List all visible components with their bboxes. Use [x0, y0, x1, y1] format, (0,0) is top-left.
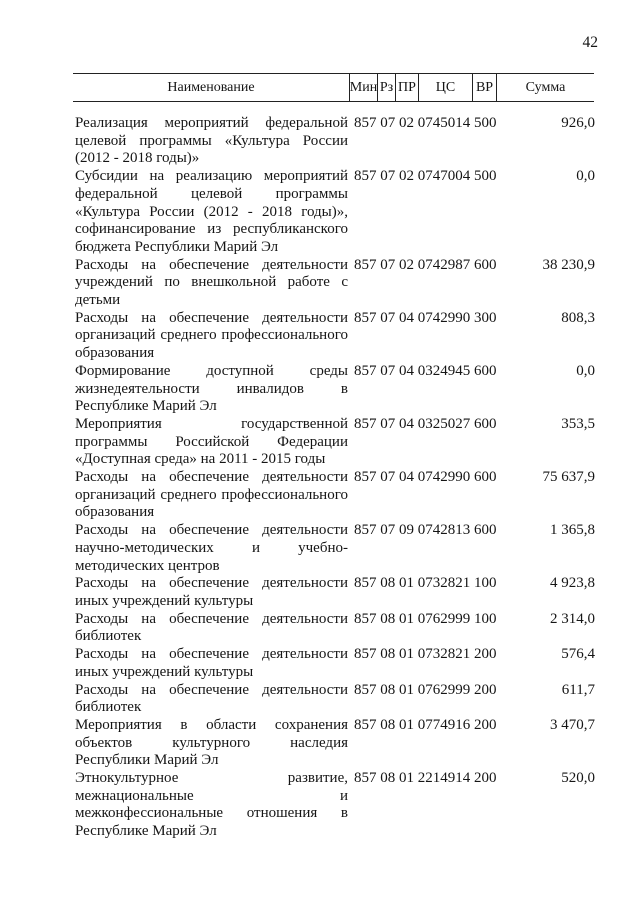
row-sum: 4 923,8: [550, 575, 595, 592]
table-row: [75, 115, 595, 168]
row-sum: 38 230,9: [542, 256, 595, 273]
row-codes: 857 08 01 2214914 200: [354, 770, 497, 787]
table-row: [75, 522, 595, 575]
row-sum: 2 314,0: [550, 610, 595, 627]
table-row: [75, 682, 595, 717]
row-codes: 857 08 01 0732821 200: [354, 646, 497, 663]
header-cs: ЦС: [418, 74, 472, 101]
row-sum: 0,0: [576, 362, 595, 379]
table-row: [75, 717, 595, 770]
row-name: Реализация мероприятий федеральной целевой программы «Культура России (2012 - 2018 годы)»: [75, 115, 348, 167]
header-pr: ПР: [395, 74, 418, 101]
table-row: [75, 416, 595, 469]
row-sum: 353,5: [561, 415, 595, 432]
table-row: [75, 611, 595, 646]
row-name: Расходы на обеспечение деятельности научно-методических и учебно-методических центров: [75, 522, 348, 574]
row-sum: 3 470,7: [550, 716, 595, 733]
row-codes: 857 08 01 0732821 100: [354, 575, 497, 592]
row-name: Расходы на обеспечение деятельности иных учреждений культуры: [75, 575, 348, 609]
page-number: 42: [582, 34, 598, 51]
row-name: Формирование доступной среды жизнедеятельности инвалидов в Республике Марий Эл: [75, 362, 348, 415]
row-codes: 857 07 04 0742990 600: [354, 469, 497, 486]
row-codes: 857 07 04 0324945 600: [354, 362, 497, 379]
row-name: Мероприятия в области сохранения объектов культурного наследия Республики Марий Эл: [75, 716, 348, 769]
row-sum: 0,0: [576, 168, 595, 185]
header-vr: ВР: [472, 74, 496, 101]
header-sum: Сумма: [496, 74, 594, 101]
header-name: Наименование: [167, 79, 255, 95]
row-codes: 857 07 09 0742813 600: [354, 522, 497, 539]
row-codes: 857 07 02 0747004 500: [354, 168, 497, 185]
row-codes: 857 07 02 0745014 500: [354, 115, 497, 131]
table-row: [75, 168, 595, 257]
table-row: [75, 469, 595, 522]
row-sum: 520,0: [561, 770, 595, 787]
table-header: [73, 73, 594, 102]
row-name: Мероприятия государственной программы Российской Федерации «Доступная среда» на 2011 - 2015 годы: [75, 415, 348, 468]
row-name: Расходы на обеспечение деятельности библиотек: [75, 681, 348, 716]
row-codes: 857 07 04 0742990 300: [354, 309, 497, 326]
row-sum: 926,0: [561, 115, 595, 131]
header-rz: Рз: [377, 74, 395, 101]
row-codes: 857 08 01 0762999 200: [354, 681, 497, 698]
table-row: [75, 363, 595, 416]
row-name: Расходы на обеспечение деятельности организаций среднего профессионального образования: [75, 469, 348, 521]
header-min: Мин: [349, 74, 377, 101]
row-name: Расходы на обеспечение деятельности организаций среднего профессионального образования: [75, 309, 348, 362]
row-sum: 576,4: [561, 646, 595, 663]
row-name: Этнокультурное развитие, межнациональные и межконфессиональные отношения в Республике Марий Эл: [75, 770, 348, 840]
row-codes: 857 07 02 0742987 600: [354, 256, 497, 273]
row-sum: 611,7: [561, 681, 595, 698]
row-name: Расходы на обеспечение деятельности иных учреждений культуры: [75, 646, 348, 680]
row-name: Расходы на обеспечение деятельности учреждений по внешкольной работе с детьми: [75, 256, 348, 309]
table-row: [75, 575, 595, 610]
table-row: [75, 646, 595, 681]
row-sum: 1 365,8: [550, 522, 595, 539]
row-sum: 75 637,9: [542, 469, 595, 486]
row-codes: 857 07 04 0325027 600: [354, 415, 497, 432]
row-name: Расходы на обеспечение деятельности библиотек: [75, 610, 348, 645]
row-sum: 808,3: [561, 309, 595, 326]
row-codes: 857 08 01 0774916 200: [354, 716, 497, 733]
row-codes: 857 08 01 0762999 100: [354, 610, 497, 627]
table-row: [75, 770, 595, 841]
table-row: [75, 310, 595, 363]
row-name: Субсидии на реализацию мероприятий федеральной целевой программы «Культура России (2012 - 2018 годы)», софинансирование из республиканского бюджета Республики Марий Эл: [75, 168, 348, 255]
table-row: [75, 257, 595, 310]
table-body: [75, 115, 595, 841]
